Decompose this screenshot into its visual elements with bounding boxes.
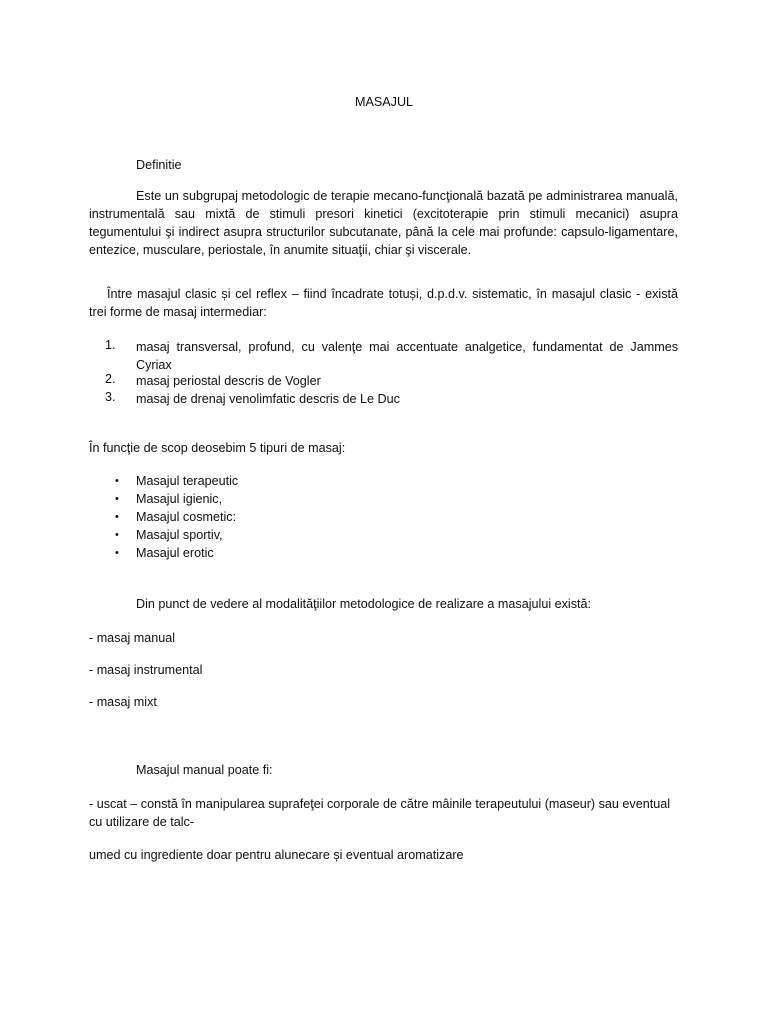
modality-item: - masaj mixt bbox=[89, 695, 157, 709]
definition-heading: Definitie bbox=[136, 158, 182, 172]
manual-wet-paragraph: umed cu ingrediente doar pentru alunecare și eventual aromatizare bbox=[89, 848, 464, 862]
list-item-number: 2. bbox=[105, 372, 116, 386]
list-item-text: Masajul terapeutic bbox=[136, 474, 239, 488]
list-item-text: Masajul cosmetic: bbox=[136, 510, 237, 524]
page-title: MASAJUL bbox=[354, 95, 414, 109]
intermediate-paragraph: Între masajul clasic și cel reflex – fiind încadrate totuși, d.p.d.v. sistematic, în masajul clasic - există trei forme de masaj intermediar: bbox=[89, 287, 678, 319]
list-item-text: Masajul sportiv, bbox=[136, 528, 223, 542]
modality-item: - masaj manual bbox=[89, 631, 176, 645]
bullet-icon: • bbox=[115, 475, 119, 487]
bullet-icon: • bbox=[115, 529, 119, 541]
list-item-number: 1. bbox=[105, 338, 116, 352]
list-item-text: Masajul igienic, bbox=[136, 492, 223, 506]
types-intro: În funcţie de scop deosebim 5 tipuri de masaj: bbox=[89, 441, 346, 455]
manual-dry-paragraph: - uscat – constă în manipularea suprafeţei corporale de către mâinile terapeutului (maseur) sau eventual cu utilizare de talc- bbox=[89, 797, 671, 829]
bullet-icon: • bbox=[115, 493, 119, 505]
modality-item: - masaj instrumental bbox=[89, 663, 203, 677]
manual-intro: Masajul manual poate fi: bbox=[136, 763, 273, 777]
list-item-text: masaj periostal descris de Vogler bbox=[136, 374, 321, 388]
definition-paragraph: Este un subgrupaj metodologic de terapie mecano-funcţională bazată pe administrarea manuală, instrumentală sau mixtă de stimuli presori kinetici (excitoterapie prin stimuli mecanici) asupra tegumentului şi indirect asupra structurilor subcutanate, până la cele mai profunde: capsulo-ligamentare, entezice, musculare, periostale, în anumite situaţii, chiar şi viscerale. bbox=[89, 189, 678, 257]
bullet-icon: • bbox=[115, 547, 119, 559]
list-item-text: masaj transversal, profund, cu valenţe mai accentuate analgetice, fundamentat de Jammes Cyriax bbox=[136, 340, 678, 372]
list-item-text: Masajul erotic bbox=[136, 546, 214, 560]
list-item-number: 3. bbox=[105, 390, 116, 404]
bullet-icon: • bbox=[115, 511, 119, 523]
list-item-text: masaj de drenaj venolimfatic descris de Le Duc bbox=[136, 392, 400, 406]
modalities-intro: Din punct de vedere al modalităţiilor metodologice de realizare a masajului există: bbox=[136, 597, 592, 611]
